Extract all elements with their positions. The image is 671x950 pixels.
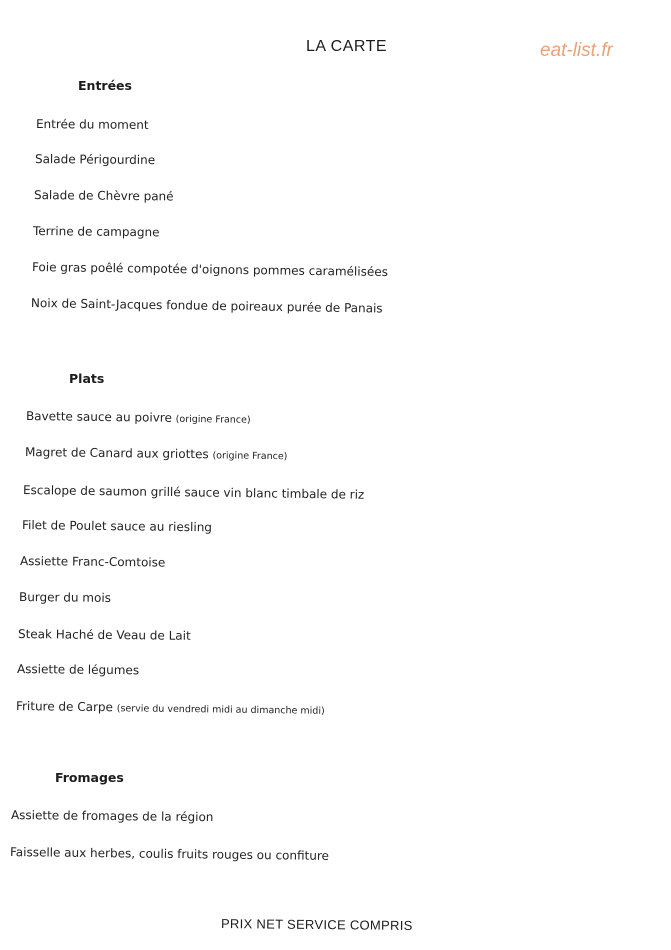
menu-item: [19, 590, 111, 605]
item-name: Noix de Saint-Jacques fondue de poireaux purée de Panais: [30, 296, 383, 316]
item-name: Escalope de saumon grillé sauce vin blanc timbale de riz: [22, 483, 365, 502]
item-name: Faisselle aux herbes, coulis fruits rouges ou confiture: [9, 845, 330, 863]
item-name: Friture de Carpe: [15, 699, 114, 715]
section-heading-fromages: Fromages: [55, 770, 124, 785]
menu-item: [22, 518, 212, 534]
menu-item: [11, 808, 214, 824]
menu-item: [31, 296, 383, 316]
menu-item: [18, 627, 191, 643]
menu-item: [26, 409, 251, 426]
menu-item: [25, 445, 288, 462]
menu-item: [32, 260, 388, 279]
menu-item: [23, 483, 364, 502]
page-title: LA CARTE: [306, 38, 388, 55]
menu-item: [20, 554, 165, 570]
menu-item: [16, 699, 325, 717]
item-note: (origine France): [212, 450, 288, 463]
item-note: (origine France): [175, 413, 251, 426]
menu-item: [35, 152, 155, 167]
section-heading-entrees: Entrées: [78, 78, 132, 93]
menu-item: [33, 224, 160, 239]
section-heading-plats: Plats: [69, 371, 105, 386]
menu-item: [34, 188, 174, 203]
item-name: Foie gras poêlé compotée d'oignons pommes caramélisées: [31, 260, 389, 279]
item-name: Magret de Canard aux griottes: [24, 445, 209, 462]
item-name: Bavette sauce au poivre: [25, 409, 172, 425]
item-note: (servie du vendredi midi au dimanche midi): [116, 703, 325, 717]
menu-item: [36, 117, 149, 132]
item-name: Assiette de légumes: [16, 662, 140, 678]
item-name: Salade Périgourdine: [34, 152, 156, 168]
item-name: Entrée du moment: [35, 117, 149, 132]
item-name: Filet de Poulet sauce au riesling: [21, 518, 213, 535]
item-name: Burger du mois: [18, 590, 112, 605]
menu-item: [17, 662, 139, 677]
watermark-logo: eat-list.fr: [540, 40, 613, 61]
item-name: Terrine de campagne: [32, 224, 160, 240]
item-name: Steak Haché de Veau de Lait: [17, 627, 191, 643]
footer-note: PRIX NET SERVICE COMPRIS: [220, 916, 413, 934]
item-name: Assiette Franc-Comtoise: [19, 554, 166, 570]
menu-item: [10, 845, 329, 863]
item-name: Assiette de fromages de la région: [10, 808, 214, 825]
item-name: Salade de Chèvre pané: [33, 188, 174, 204]
